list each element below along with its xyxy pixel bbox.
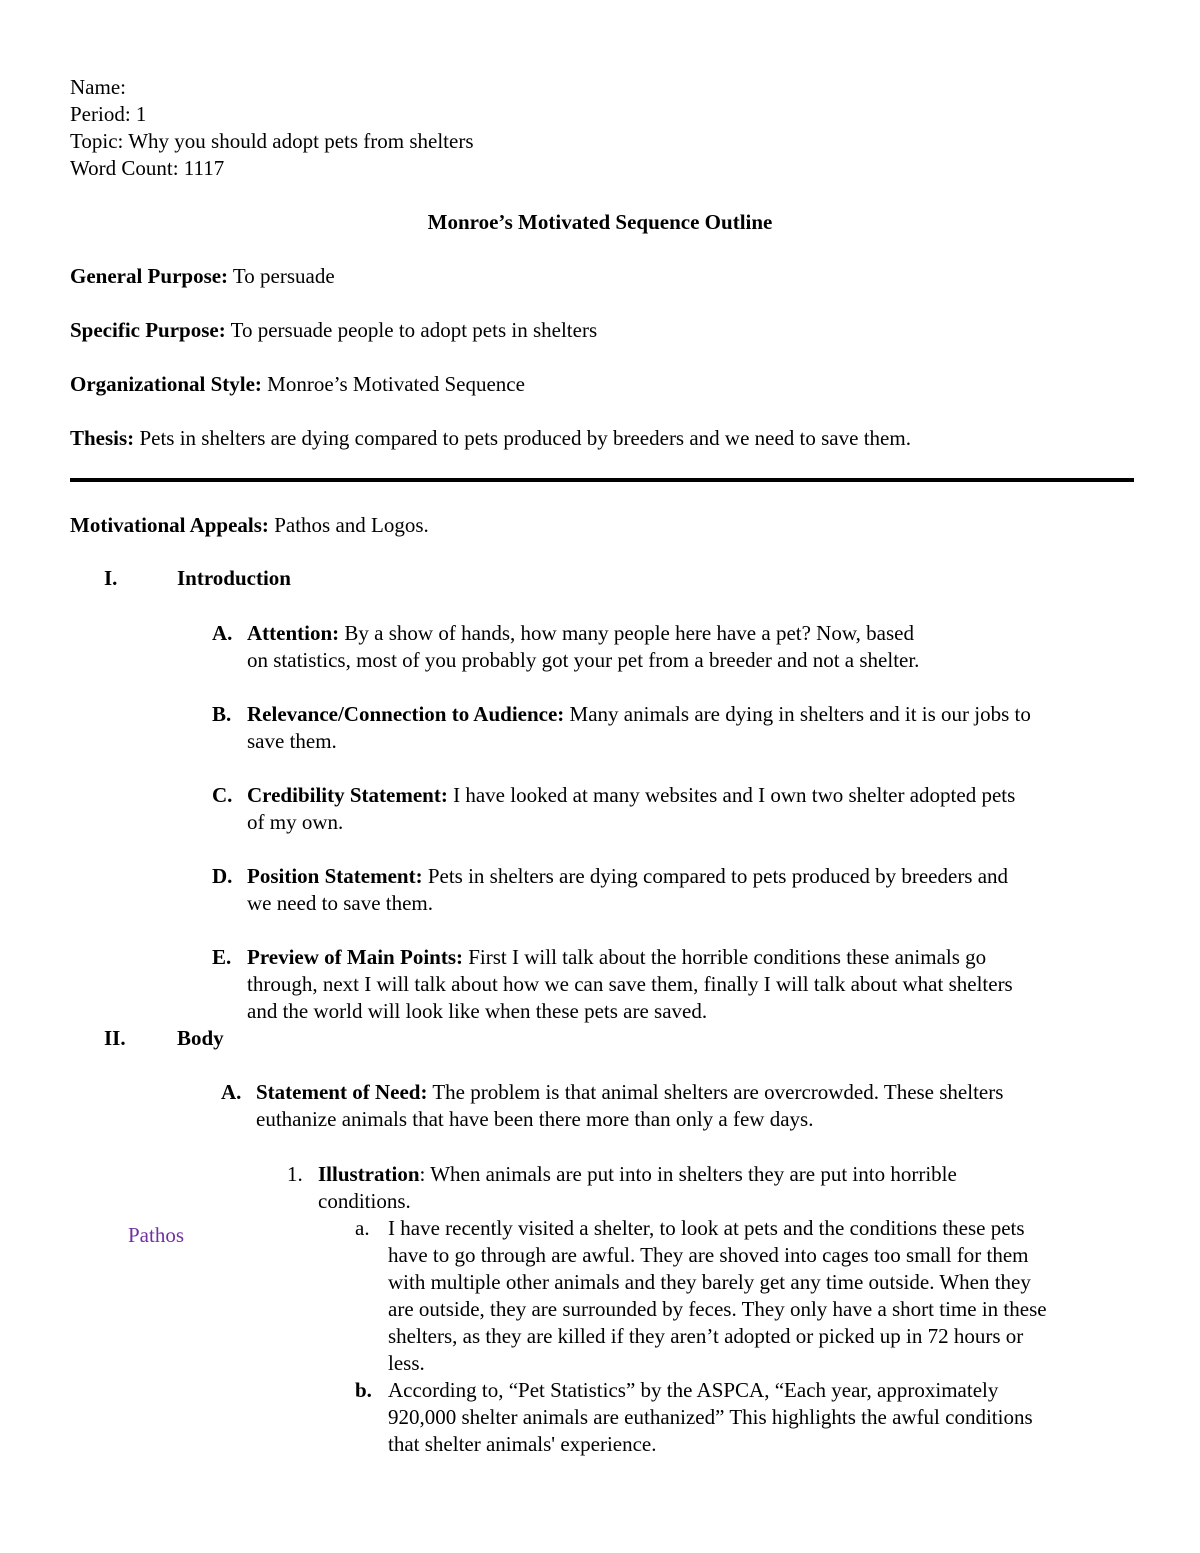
intro-b-marker: B. [212, 702, 232, 726]
sub-a-line-2: have to go through are awful. They are shoved into cages too small for them [388, 1243, 1029, 1267]
intro-a-marker: A. [212, 621, 233, 645]
illustration-text-1: : When animals are put into in shelters they are put into horrible [419, 1162, 957, 1186]
word-count-line: Word Count: 1117 [70, 156, 225, 180]
relevance-label: Relevance/Connection to Audience: [247, 702, 565, 726]
attention-item [247, 620, 914, 647]
sub-a-marker: a. [355, 1216, 370, 1240]
general-purpose-label: General Purpose: [70, 264, 229, 288]
relevance-text-2: save them. [247, 729, 337, 753]
specific-purpose-value: To persuade people to adopt pets in shelters [225, 318, 598, 342]
divider-rule [70, 478, 1134, 482]
specific-purpose [70, 317, 597, 344]
intro-c-marker: C. [212, 783, 233, 807]
illustration-item [318, 1161, 957, 1188]
organizational-style-value: Monroe’s Motivated Sequence [261, 372, 525, 396]
illustration-label: Illustration [318, 1162, 420, 1186]
sub-a-line-4: are outside, they are surrounded by feces. They only have a short time in these [388, 1297, 1047, 1321]
need-text-1: The problem is that animal shelters are overcrowded. These shelters [427, 1080, 1004, 1104]
motivational-appeals [70, 512, 429, 539]
need-text-2: euthanize animals that have been there more than only a few days. [256, 1107, 814, 1131]
preview-text-2: through, next I will talk about how we can save them, finally I will talk about what shelters [247, 972, 1013, 996]
illustration-text-2: conditions. [318, 1189, 411, 1213]
sub-a-line-5: shelters, as they are killed if they aren’t adopted or picked up in 72 hours or [388, 1324, 1024, 1348]
relevance-item [247, 701, 1031, 728]
margin-note-pathos: Pathos [128, 1223, 185, 1247]
body-a-marker: A. [221, 1080, 242, 1104]
intro-e-marker: E. [212, 945, 232, 969]
motivational-appeals-value: Pathos and Logos. [268, 513, 429, 537]
sub-b-line-3: that shelter animals' experience. [388, 1432, 657, 1456]
preview-item [247, 944, 986, 971]
general-purpose-value: To persuade [228, 264, 335, 288]
credibility-item [247, 782, 1015, 809]
section-heading-intro: Introduction [177, 566, 291, 590]
preview-text-1: First I will talk about the horrible conditions these animals go [463, 945, 987, 969]
preview-text-3: and the world will look like when these pets are saved. [247, 999, 708, 1023]
credibility-label: Credibility Statement: [247, 783, 448, 807]
position-label: Position Statement: [247, 864, 423, 888]
specific-purpose-label: Specific Purpose: [70, 318, 226, 342]
section-numeral-intro: I. [104, 566, 118, 590]
preview-label: Preview of Main Points: [247, 945, 463, 969]
topic-line: Topic: Why you should adopt pets from shelters [70, 129, 474, 153]
attention-text-1: By a show of hands, how many people here have a pet? Now, based [339, 621, 914, 645]
relevance-text-1: Many animals are dying in shelters and it is our jobs to [564, 702, 1031, 726]
general-purpose [70, 263, 335, 290]
thesis-value: Pets in shelters are dying compared to pets produced by breeders and we need to save them. [134, 426, 911, 450]
section-numeral-body: II. [104, 1026, 126, 1050]
page-title: Monroe’s Motivated Sequence Outline [427, 210, 773, 234]
sub-a-line-6: less. [388, 1351, 425, 1375]
sub-b-line-1: According to, “Pet Statistics” by the ASPCA, “Each year, approximately [388, 1378, 999, 1402]
position-item [247, 863, 1008, 890]
sub-a-line-3: with multiple other animals and they barely get any time outside. When they [388, 1270, 1031, 1294]
body-1-marker: 1. [287, 1162, 303, 1186]
sub-a-line-1: I have recently visited a shelter, to look at pets and the conditions these pets [388, 1216, 1025, 1240]
organizational-style-label: Organizational Style: [70, 372, 262, 396]
period-line: Period: 1 [70, 102, 147, 126]
position-text-2: we need to save them. [247, 891, 434, 915]
credibility-text-1: I have looked at many websites and I own two shelter adopted pets [447, 783, 1016, 807]
position-text-1: Pets in shelters are dying compared to pets produced by breeders and [422, 864, 1009, 888]
section-heading-body: Body [177, 1026, 224, 1050]
sub-b-line-2: 920,000 shelter animals are euthanized” This highlights the awful conditions [388, 1405, 1033, 1429]
attention-label: Attention: [247, 621, 340, 645]
need-item [256, 1079, 1003, 1106]
name-line: Name: [70, 75, 126, 99]
need-label: Statement of Need: [256, 1080, 428, 1104]
thesis [70, 425, 911, 452]
credibility-text-2: of my own. [247, 810, 344, 834]
organizational-style [70, 371, 525, 398]
sub-b-marker: b. [355, 1378, 372, 1402]
attention-text-2: on statistics, most of you probably got your pet from a breeder and not a shelter. [247, 648, 920, 672]
intro-d-marker: D. [212, 864, 233, 888]
motivational-appeals-label: Motivational Appeals: [70, 513, 269, 537]
thesis-label: Thesis: [70, 426, 135, 450]
